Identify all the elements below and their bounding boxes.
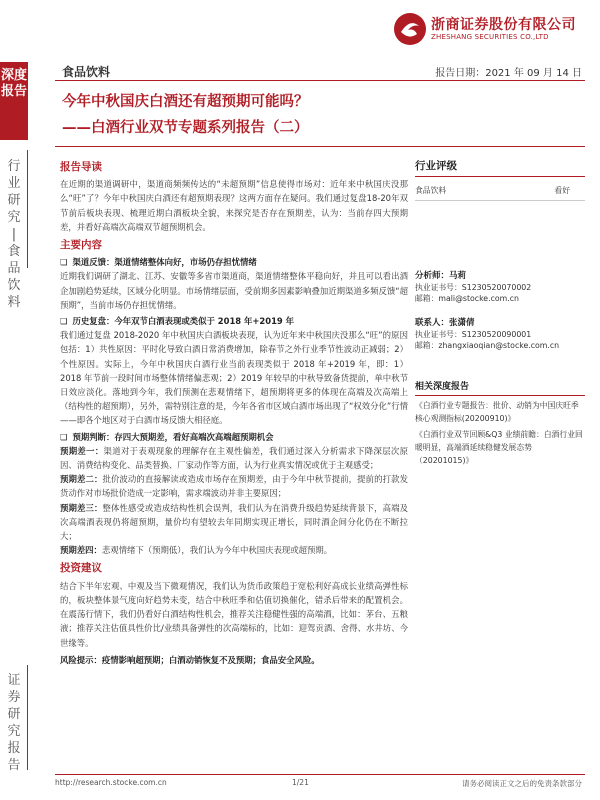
side-bot-char: 告 — [7, 758, 21, 773]
report-date: 报告日期：2021 年 09 月 14 日 — [435, 68, 582, 79]
footer-disclaimer: 请务必阅读正文之后的免责条款部分 — [462, 779, 582, 788]
rating-industry: 食品饮料 — [415, 186, 447, 195]
contact-cert: 执业证书号：S1230520090001 — [415, 330, 532, 339]
related-report-link[interactable]: 《白酒行业专题报告：批价、动销为中国庆旺季核心观测指标(20200910)》 — [415, 401, 579, 423]
contact-block — [415, 318, 585, 351]
risk-text: 疫情影响超预期；白酒动销恢复不及预期；食品安全风险。 — [101, 654, 320, 665]
rating-row — [415, 185, 585, 197]
sidebar-info — [415, 158, 585, 467]
expectation-text: 整体性感受或造成结构性机会误判，我们认为在消费升级趋势延续背景下，高端及次高端酒表现仍将超预期，量价均有望较去年同期实现正增长，同时酒企间分化仍在不断拉大； — [60, 502, 408, 542]
logo-emblem-icon — [393, 12, 427, 46]
report-type-tab — [0, 62, 28, 140]
expectation-item — [60, 444, 408, 472]
side-bot-char: 究 — [7, 724, 21, 739]
contact-email[interactable]: 邮箱：zhangxiaoqian@stocke.com.cn — [415, 341, 560, 350]
footer-rule — [55, 774, 585, 775]
side-mid-char: 业 — [7, 176, 21, 191]
rating-divider — [415, 200, 585, 201]
side-mid-char: 饮 — [7, 278, 21, 293]
expectation-label: 预期差二： — [60, 474, 103, 485]
company-name-en: ZHESHANG SECURITIES CO.,LTD — [431, 33, 549, 41]
side-bot-char: 券 — [7, 690, 21, 705]
side-bot-char: 研 — [7, 707, 21, 722]
main-body — [60, 158, 408, 667]
side-top-line1: 深度 — [0, 68, 27, 83]
bullet-channel-feedback: ❏ 渠道反馈：渠道情绪整体向好，市场仍存担忧情绪 — [60, 255, 408, 269]
company-name-cn: 浙商证券股份有限公司 — [431, 17, 576, 33]
sector-label: 食品饮料 — [62, 65, 111, 79]
side-mid-char: 料 — [7, 295, 21, 310]
expectation-label: 预期差三： — [60, 502, 103, 513]
guide-heading: 报告导读 — [60, 161, 102, 173]
expectation-label: 预期差一： — [60, 445, 104, 456]
guide-text: 在近期的渠道调研中，渠道商频频传达的“未超预期”信息使得市场对：近年来中秋国庆没那么“旺”了？今年中秋国庆白酒还有超预期表现？这两方面存在疑问。我们通过复盘18-20年双节前后板块表现、梳理近期白酒板块全貌，来探究是否存在预期差，认为：当前存四大预期差，并看好高端次高端双节超预期机会。 — [60, 179, 408, 232]
page-title: 今年中秋国庆白酒还有超预期可能吗？ — [62, 94, 309, 110]
side-mid-char: | — [11, 227, 17, 242]
side-mid-char: 研 — [7, 193, 21, 208]
side-top-line2: 报告 — [0, 84, 27, 99]
expectation-item — [60, 543, 408, 557]
header-rule — [55, 80, 585, 81]
expectation-text: 悲观情绪下（预期低），我们认为今年中秋国庆表现或超预期。 — [101, 545, 333, 556]
side-divider — [27, 150, 28, 268]
history-review-text: 我们通过复盘 2018-2020 年中秋国庆白酒板块表现，认为近年来中秋国庆没那么“旺”的原因包括：1）共性原因：平时化导致白酒日常消费增加，除春节之外行业季节性波动正减弱；2）个性原因。实际上，今年中秋国庆白酒行业当前表现类似于 2018 年+2019 年，即：1）2018 年节前一段时间市场整体情绪偏悲观；2）2019 年较早的中秋导致备货提前，单中秋节日效应淡化。落地到今年，我们预测在悲观情绪下，超预期将更多的体现在高端及次高端上（结构性的超预期），另外，需特别注意的是，今年各省市区域白酒市场出现了“权效分化”行情——即各个地区对于白酒市场反馈大相径庭。 — [60, 330, 408, 426]
side-category-label — [4, 158, 24, 311]
invest-heading: 投资建议 — [60, 562, 102, 575]
side-mid-char: 品 — [7, 261, 21, 276]
analyst-name: 分析师：马莉 — [415, 271, 467, 281]
analyst-email[interactable]: 邮箱：mali@stocke.com.cn — [415, 294, 519, 303]
page-subtitle: ——白酒行业双节专题系列报告（二） — [62, 120, 309, 136]
side-bottom-label — [4, 672, 24, 774]
side-bot-char: 报 — [7, 741, 21, 756]
related-heading: 相关深度报告 — [415, 379, 585, 396]
side-mid-char: 食 — [7, 244, 21, 259]
analyst-block — [415, 271, 585, 304]
rating-heading: 行业评级 — [415, 158, 585, 177]
expectation-item — [60, 472, 408, 500]
expectation-text: 批价波动的直接解读或造成市场存在预期差，由于今年中秋节提前，提前的打款发货动作对市场批价造成一定影响，需求端波动并非主要原因； — [60, 474, 408, 499]
bullet-expectation: ❏ 预期判断：存四大预期差，看好高端次高端超预期机会 — [60, 430, 408, 444]
expectation-text: 渠道对于表观现象的理解存在主观性偏差，我们通过深入分析需求下降深层次原因、消费结构变化、品类替换、厂家动作等方面，认为行业真实情况或优于主观感受； — [60, 445, 409, 471]
invest-text: 结合下半年宏观、中观及当下微观情况，我们认为货币政策趋于宽松利好高成长业绩高弹性标的，板块整体景气度向好趋势未变，结合中秋旺季和估值切换催化，错杀后带来的配置机会。在震荡行情下，我们仍看好白酒结构性机会，推荐关注稳健性强的高端酒，比如：茅台、五粮液；推荐关注估值具性价比/业绩具备弹性的次高端标的，比如：迎驾贡酒、舍得、水井坊、今世缘等。 — [60, 580, 408, 648]
contact-name: 联系人：张潇倩 — [415, 318, 475, 328]
footer-url[interactable]: http://research.stocke.com.cn — [55, 778, 167, 787]
rating-value: 看好 — [554, 186, 570, 195]
bullet-history-review: ❏ 历史复盘：今年双节白酒表现或类似于 2018 年+2019 年 — [60, 314, 408, 328]
risk-warning — [60, 653, 408, 667]
risk-label: 风险提示： — [60, 654, 102, 665]
side-bot-char: 证 — [7, 673, 21, 688]
channel-feedback-text: 近期我们调研了湖北、江苏、安徽等多省市渠道商，渠道情绪整体平稳向好，并且可以看出酒企加剧趋势延续，区域分化明显。市场情绪层面，受前期多因素影响叠加近期渠道多频反馈“超预期”，当前市场仍存担忧情绪。 — [60, 271, 408, 310]
expectation-item — [60, 501, 408, 544]
title-rule — [55, 146, 585, 147]
side-mid-char: 行 — [7, 159, 21, 174]
side-mid-char: 究 — [7, 210, 21, 225]
analyst-cert: 执业证书号：S1230520070002 — [415, 283, 532, 292]
main-heading: 主要内容 — [60, 239, 102, 252]
page-number: 1/21 — [292, 778, 309, 787]
side-divider — [27, 665, 28, 770]
expectation-label: 预期差四： — [60, 545, 102, 556]
related-report-link[interactable]: 《白酒行业双节回顾&Q3 业绩前瞻：白酒行业回暖明显，高端酒延续稳健发展态势（20201015)》 — [415, 430, 583, 465]
company-logo — [393, 10, 593, 48]
